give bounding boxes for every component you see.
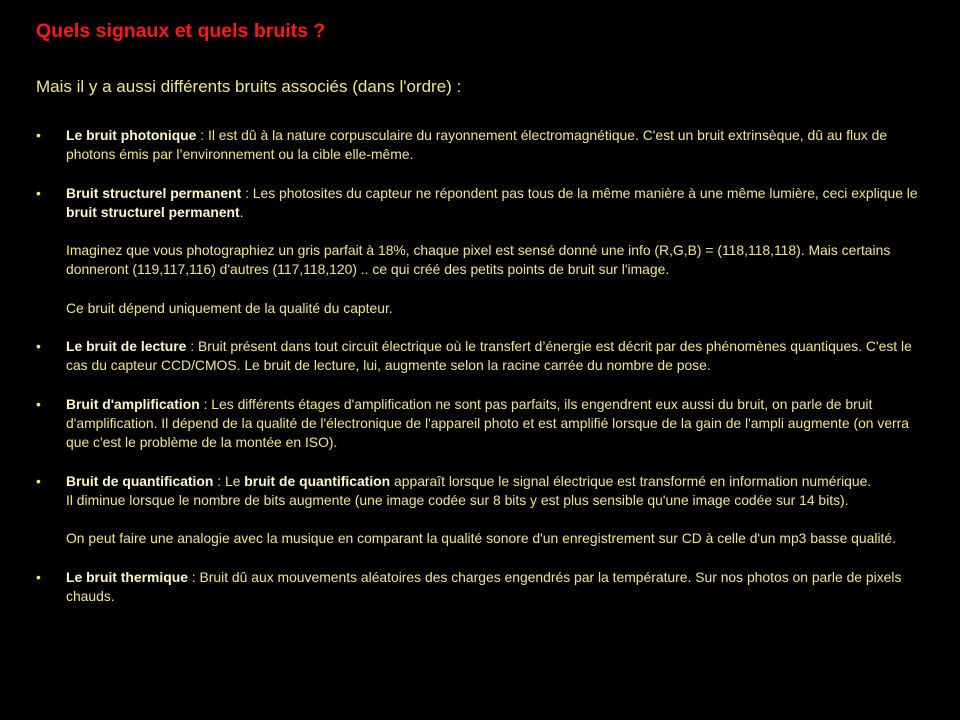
item-paragraph — [66, 568, 930, 606]
item-paragraph — [66, 184, 930, 222]
item-text: : Le — [213, 472, 245, 489]
item-term: Bruit d'amplification — [66, 395, 200, 412]
spacer — [36, 548, 930, 567]
slide-subtitle: Mais il y a aussi différents bruits associés (dans l'ordre) : — [36, 77, 462, 96]
spacer — [66, 222, 930, 241]
list-item-amplification-noise — [36, 395, 930, 453]
spacer — [36, 164, 930, 183]
bullet: • — [36, 127, 41, 143]
item-paragraph — [66, 472, 930, 491]
slide-title: Quels signaux et quels bruits ? — [36, 20, 326, 42]
item-text-end: apparaît lorsque le signal électrique est transformé en information numérique. — [390, 472, 872, 489]
item-paragraph — [66, 395, 930, 453]
list-item-read-noise — [36, 337, 930, 375]
spacer — [66, 510, 930, 529]
item-text: : Les photosites du capteur ne répondent pas tous de la même manière à une même lumière, ceci explique le — [241, 184, 918, 201]
bullet: • — [36, 338, 41, 355]
noise-list — [36, 126, 930, 606]
item-term: Le bruit thermique — [66, 568, 188, 585]
bullet: • — [36, 184, 41, 201]
item-term: Le bruit de lecture — [66, 338, 187, 355]
bullet: • — [36, 395, 41, 412]
spacer — [36, 376, 930, 395]
spacer — [36, 452, 930, 471]
item-example-paragraph: Imaginez que vous photographiez un gris parfait à 18%, chaque pixel est sensé donné une info (R,G,B) = (118,118,118). Mais certains donneront (119,117,116) d'autres (117,118,120) .. ce qui créé des petits points de bruit sur l'image. — [66, 242, 891, 278]
item-paragraph — [66, 126, 930, 164]
item-text: : Les différents étages d'amplification ne sont pas parfaits, ils engendrent eux aussi du bruit, on parle de bruit d'amplification. Il dépend de la qualité de l'électronique de l'appareil photo et est amplifié lorsque de la gain de l'ampli augmente (on verra que c'est le problème de la montée en ISO). — [66, 395, 910, 451]
bullet: • — [36, 472, 41, 489]
item-term: Bruit de quantification — [66, 472, 214, 489]
list-item-thermal-noise — [36, 568, 930, 606]
item-text: : Bruit dû aux mouvements aléatoires des charges engendrés par la température. Sur nos photos on parle de pixels chauds. — [66, 568, 902, 604]
item-term-inline: bruit de quantification — [244, 472, 391, 489]
list-item-quantization-noise — [36, 472, 930, 549]
item-text: : Bruit présent dans tout circuit électrique où le transfert d’énergie est décrit par des phénomènes quantiques. C'est le cas du capteur CCD/CMOS. Le bruit de lecture, lui, augmente selon la racine carrée du nombre de pose. — [66, 338, 912, 374]
item-text-end: . — [239, 203, 244, 220]
item-term: Bruit structurel permanent — [66, 184, 242, 201]
item-term-inline: bruit structurel permanent — [66, 203, 240, 220]
list-item-photonic-noise — [36, 126, 930, 164]
item-note-paragraph: Ce bruit dépend uniquement de la qualité du capteur. — [66, 299, 393, 316]
bullet: • — [36, 568, 41, 585]
item-detail-paragraph: Il diminue lorsque le nombre de bits augmente (une image codée sur 8 bits y est plus sensible qu'une image codée sur 14 bits). — [66, 491, 849, 508]
item-paragraph — [66, 337, 930, 375]
spacer — [66, 280, 930, 299]
item-term: Le bruit photonique — [66, 127, 197, 143]
spacer — [36, 318, 930, 337]
item-analogy-paragraph: On peut faire une analogie avec la musique en comparant la qualité sonore d'un enregistrement sur CD à celle d'un mp3 basse qualité. — [66, 530, 896, 547]
item-text: : Il est dû à la nature corpusculaire du rayonnement électromagnétique. C'est un bruit extrinsèque, dû au flux de photons émis par l’environnement ou la cible elle-même. — [66, 127, 888, 163]
list-item-fixed-pattern-noise — [36, 184, 930, 318]
